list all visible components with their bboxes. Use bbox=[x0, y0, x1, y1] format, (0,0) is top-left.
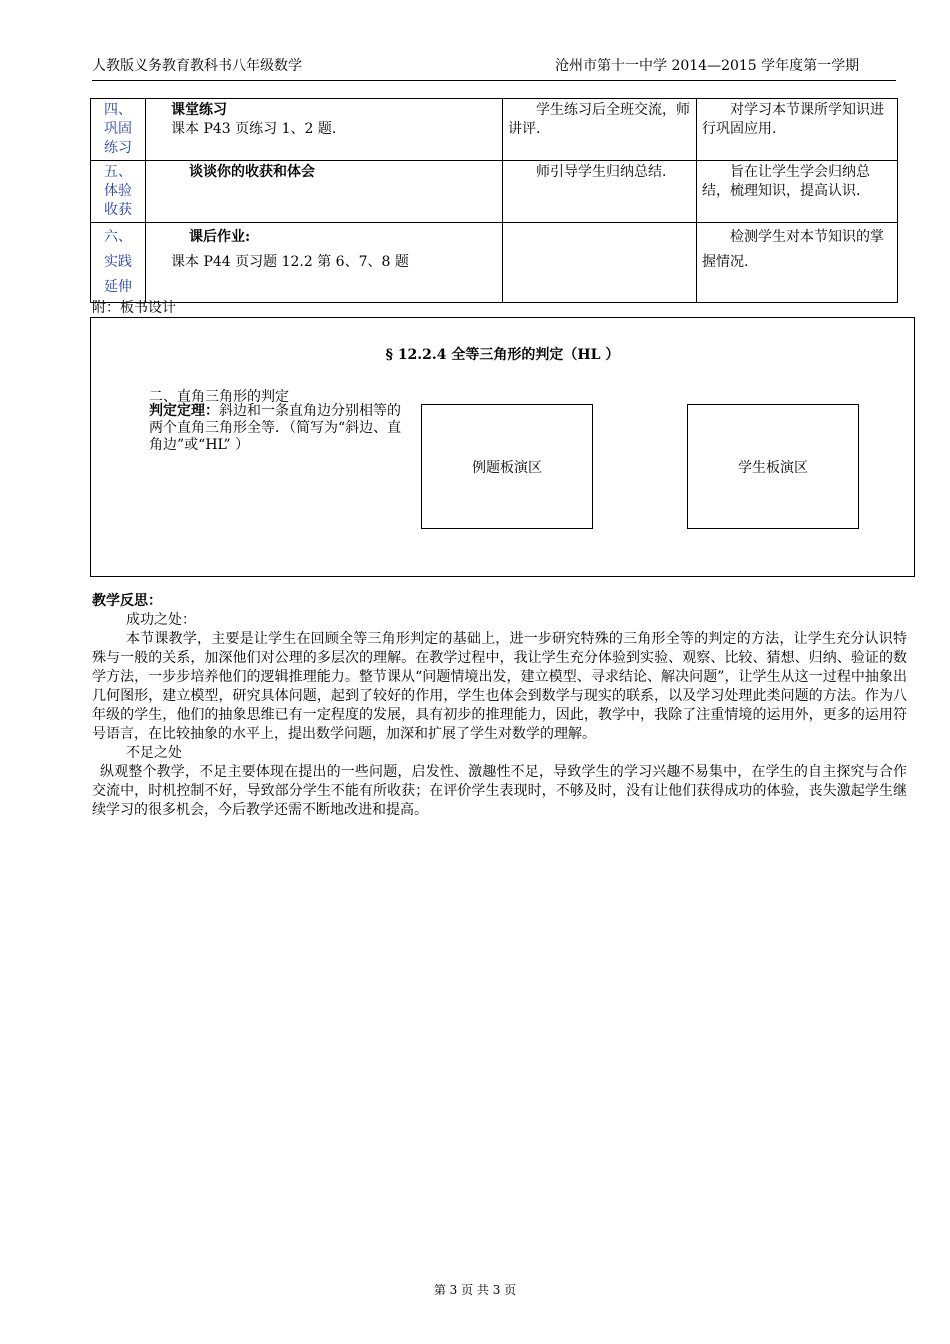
stage-cell bbox=[91, 161, 146, 223]
blackboard-design bbox=[90, 317, 915, 577]
stage-line: 练习 bbox=[104, 140, 132, 156]
theorem-text: 斜边和一条直角边分别相等的两个直角三角形全等．（简写为“斜边、直角边”或“HL” ） bbox=[149, 403, 402, 453]
table-row bbox=[91, 161, 898, 223]
header-right: 沧州市第十一中学 2014—2015 学年度第一学期 bbox=[555, 58, 860, 74]
content-cell bbox=[146, 99, 503, 161]
example-area-box bbox=[421, 404, 593, 529]
shortcoming-label: 不足之处 bbox=[126, 745, 182, 761]
reflection-title: 教学反思： bbox=[92, 593, 162, 609]
intent-cell: 对学习本节课所学知识进行巩固应用. bbox=[697, 99, 898, 161]
stage-line: 四、 bbox=[104, 102, 132, 118]
activity-cell: 学生练习后全班交流，师讲评. bbox=[503, 99, 697, 161]
shortcoming-text: 纵观整个教学，不足主要体现在提出的一些问题，启发性、激趣性不足，导致学生的学习兴趣不易集中，在学生的自主探究与合作交流中，时机控制不好，导致部分学生不能有所收获；在评价学生表现时，不够及时，没有让他们获得成功的体验，丧失激起学生继续学习的很多机会，今后教学还需不断地改进和提高。 bbox=[92, 764, 907, 818]
lesson-plan-table bbox=[90, 98, 898, 303]
theorem bbox=[149, 403, 409, 454]
stage-line: 六、 bbox=[104, 229, 132, 245]
teaching-reflection bbox=[92, 592, 907, 820]
intent-cell: 旨在让学生学会归纳总结，梳理知识，提高认识. bbox=[697, 161, 898, 223]
page-footer: 第 3 页 共 3 页 bbox=[433, 1283, 517, 1297]
stage-line: 实践 bbox=[104, 254, 132, 270]
content-text: 课本 P43 页练习 1、2 题. bbox=[171, 121, 337, 137]
content-cell bbox=[146, 161, 503, 223]
theorem-label: 判定定理： bbox=[149, 403, 219, 419]
intent-cell: 检测学生对本节知识的掌握情况. bbox=[697, 223, 898, 303]
activity-cell bbox=[503, 223, 697, 303]
stage-line: 收获 bbox=[104, 202, 132, 218]
content-title: 谈谈你的收获和体会 bbox=[189, 164, 315, 180]
stage-line: 体验 bbox=[104, 183, 132, 199]
header-left: 人教版义务教育教科书八年级数学 bbox=[92, 58, 302, 74]
table-row bbox=[91, 223, 898, 303]
attachment-label: 附：板书设计 bbox=[92, 300, 176, 316]
success-label: 成功之处： bbox=[126, 612, 196, 628]
stage-cell bbox=[91, 223, 146, 303]
stage-line: 五、 bbox=[104, 164, 132, 180]
table-row bbox=[91, 99, 898, 161]
student-area-box bbox=[687, 404, 859, 529]
activity-cell: 师引导学生归纳总结. bbox=[503, 161, 697, 223]
content-title: 课堂练习 bbox=[171, 102, 227, 118]
example-area-label: 例题板演区 bbox=[472, 459, 542, 476]
header-divider bbox=[92, 80, 896, 81]
content-title: 课后作业: bbox=[189, 229, 251, 245]
section-heading: 二、直角三角形的判定 bbox=[149, 389, 289, 405]
board-title: § 12.2.4 全等三角形的判定（HL ） bbox=[385, 347, 620, 363]
content-cell bbox=[146, 223, 503, 303]
stage-line: 延伸 bbox=[104, 279, 132, 295]
student-area-label: 学生板演区 bbox=[738, 459, 808, 476]
stage-line: 巩固 bbox=[104, 121, 132, 137]
content-text: 课本 P44 页习题 12.2 第 6、7、8 题 bbox=[171, 254, 409, 270]
stage-cell bbox=[91, 99, 146, 161]
success-text: 本节课教学，主要是让学生在回顾全等三角形判定的基础上，进一步研究特殊的三角形全等的判定的方法，让学生充分认识特殊与一般的关系，加深他们对公理的多层次的理解。在教学过程中，我让学生充分体验到实验、观察、比较、猜想、归纳、验证的数学方法，一步步培养他们的逻辑推理能力。整节课从“问题情境出发，建立模型、寻求结论、解决问题”，让学生从这一过程中抽象出几何图形，建立模型，研究具体问题，起到了较好的作用，学生也体会到数学与现实的联系，以及学习处理此类问题的方法。作为八年级的学生，他们的抽象思维已有一定程度的发展，具有初步的推理能力，因此，教学中，我除了注重情境的运用外，更多的运用符号语言，在比较抽象的水平上，提出数学问题，加深和扩展了学生对数学的理解。 bbox=[92, 631, 907, 742]
